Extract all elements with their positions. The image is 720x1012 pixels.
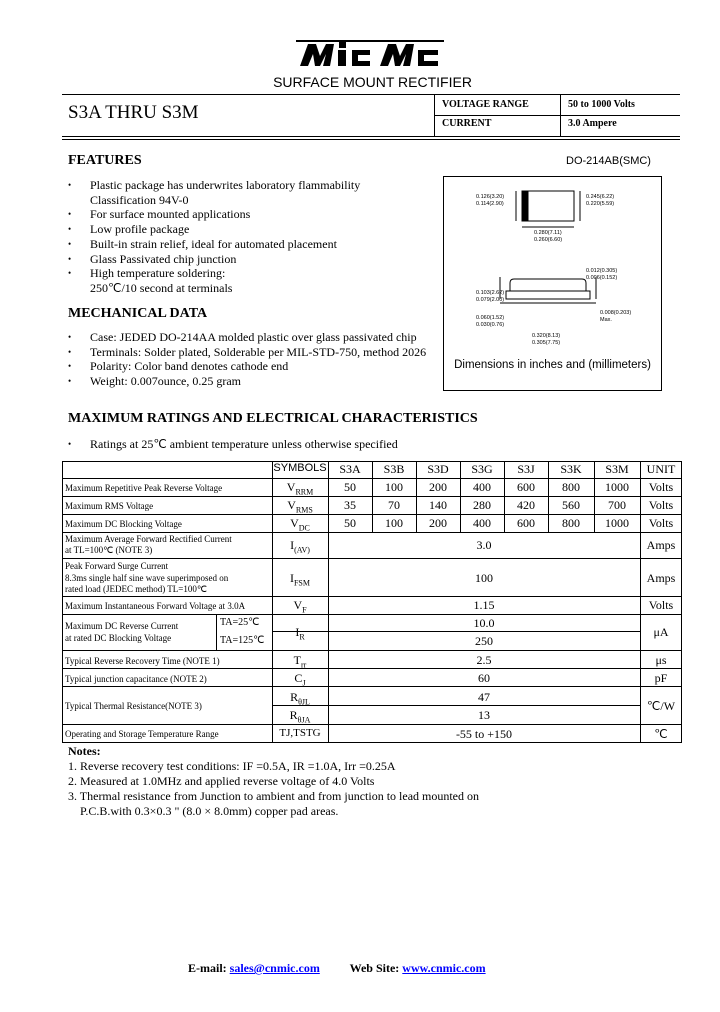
- row-value: 700: [608, 498, 626, 512]
- header-top-rule: [62, 94, 680, 95]
- note-2: 2. Measured at 1.0MHz and applied reverse voltage of 4.0 Volts: [68, 774, 375, 788]
- col-s3g: S3G: [471, 462, 493, 476]
- trr-desc: Typical Reverse Recovery Time (NOTE 1): [65, 656, 220, 666]
- row-value: 70: [388, 498, 400, 512]
- voltage-range-label: VOLTAGE RANGE: [442, 99, 529, 110]
- row-value: 1000: [605, 480, 629, 494]
- vf-symbol: $V_F$: [293, 598, 307, 615]
- dim-label: 0.008(0.203): [600, 310, 632, 316]
- cj-desc: Typical junction capacitance (NOTE 2): [65, 674, 207, 684]
- ratings-note-text: Ratings at 25℃ ambient temperature unless otherwise specified: [90, 437, 398, 451]
- ratings-note: [68, 437, 398, 452]
- mechanical-item: • Polarity: Color band denotes cathode end: [68, 359, 438, 374]
- note-1: 1. Reverse recovery test conditions: IF =0.5A, IR =1.0A, Irr =0.25A: [68, 759, 396, 773]
- temp-symbol: TJ,TSTG: [279, 727, 321, 739]
- current-value: 3.0 Ampere: [568, 118, 617, 129]
- rth-desc: Typical Thermal Resistance(NOTE 3): [65, 701, 202, 711]
- feature-item: • Plastic package has underwrites laboratory flammability: [68, 178, 438, 193]
- ir-unit: μA: [653, 625, 669, 639]
- rth-value-jl: 47: [478, 690, 490, 704]
- dim-label: Max.: [600, 317, 612, 323]
- temp-unit: ℃: [654, 727, 668, 741]
- trr-unit: μs: [655, 653, 667, 667]
- trr-symbol: $T_{rr}$: [293, 653, 307, 670]
- row-unit: Volts: [648, 480, 674, 494]
- ir-value-125: 250: [475, 634, 493, 648]
- rth-unit: ℃/W: [646, 699, 676, 713]
- row-value: 50: [344, 516, 356, 530]
- col-unit: UNIT: [646, 462, 676, 476]
- cj-unit: pF: [654, 671, 668, 685]
- ir-desc-line: at rated DC Blocking Voltage: [65, 632, 172, 643]
- note-3a: 3. Thermal resistance from Junction to ambient and from junction to lead mounted on: [68, 789, 480, 803]
- header-bottom-rule-2: [62, 139, 680, 140]
- dim-label: 0.012(0.305): [586, 268, 618, 274]
- surge-desc-line: rated load (JEDEC method) TL=100℃: [65, 584, 207, 594]
- row-value: 100: [385, 516, 403, 530]
- surge-unit: Amps: [646, 571, 676, 585]
- footer: [188, 961, 486, 976]
- row-symbol: $V_{DC}$: [290, 516, 310, 533]
- company-logo: [296, 40, 444, 68]
- ir-desc: [65, 621, 178, 644]
- row-value: 420: [517, 498, 535, 512]
- website-link[interactable]: www.cnmic.com: [402, 961, 486, 975]
- email-label: E-mail:: [188, 961, 227, 975]
- website-label: Web Site:: [349, 961, 400, 975]
- feature-item: Classification 94V-0: [90, 192, 189, 207]
- bullet: •: [68, 439, 72, 449]
- col-s3j: S3J: [517, 462, 535, 476]
- row-value: 400: [473, 516, 491, 530]
- row-value: 1000: [605, 516, 629, 530]
- ir-value-25: 10.0: [473, 616, 495, 630]
- features-list: [68, 178, 438, 296]
- dim-label: 0.079(2.00): [476, 297, 505, 303]
- dim-label: 0.114(2.90): [476, 201, 504, 207]
- package-drawing-box: [443, 176, 662, 391]
- rth-symbol-ja: $R_{\theta JA}$: [289, 708, 311, 725]
- feature-item: • For surface mounted applications: [68, 207, 438, 222]
- header-mid-rule: [434, 115, 680, 116]
- col-s3a: S3A: [339, 462, 361, 476]
- row-value: 600: [517, 516, 535, 530]
- row-value: 200: [429, 480, 447, 494]
- row-unit: Volts: [648, 516, 674, 530]
- header-bottom-rule: [62, 136, 680, 137]
- package-outline-drawing: [444, 177, 661, 347]
- avg-symbol: $I_{(AV)}$: [290, 538, 310, 555]
- feature-item: • High temperature soldering:: [68, 266, 438, 281]
- row-value: 140: [429, 498, 447, 512]
- surge-desc: [65, 561, 228, 596]
- temp-desc: Operating and Storage Temperature Range: [65, 729, 219, 739]
- mechanical-item: • Case: JEDED DO-214AA molded plastic over glass passivated chip: [68, 330, 438, 345]
- vf-desc: Maximum Instantaneous Forward Voltage at 3.0A: [65, 601, 246, 611]
- row-value: 100: [385, 480, 403, 494]
- package-title: DO-214AB(SMC): [566, 155, 651, 167]
- row-symbol: $V_{RRM}$: [286, 480, 314, 497]
- row-value: 800: [562, 516, 580, 530]
- dim-label: 0.006(0.152): [586, 275, 618, 281]
- col-s3k: S3K: [560, 462, 582, 476]
- ir-cond-125: TA=125℃: [220, 635, 265, 646]
- cj-value: 60: [478, 671, 490, 685]
- avg-desc-line: Maximum Average Forward Rectified Current: [65, 534, 232, 544]
- dim-label: 0.220(5.59): [586, 201, 615, 207]
- dim-label: 0.103(2.62): [476, 290, 505, 296]
- dim-label: 0.126(3.20): [476, 194, 505, 200]
- avg-desc-line: at TL=100℃ (NOTE 3): [65, 545, 153, 555]
- part-number-title: S3A THRU S3M: [68, 102, 199, 123]
- dim-label: 0.060(1.52): [476, 315, 505, 321]
- feature-item: • Glass Passivated chip junction: [68, 252, 438, 267]
- document-subtitle: SURFACE MOUNT RECTIFIER: [273, 74, 472, 90]
- mechanical-list: [68, 330, 438, 389]
- row-value: 800: [562, 480, 580, 494]
- avg-value: 3.0: [476, 538, 492, 552]
- notes-title: Notes:: [68, 744, 101, 758]
- col-s3d: S3D: [427, 462, 449, 476]
- dim-label: 0.280(7.11): [534, 230, 562, 236]
- mechanical-item: • Terminals: Solder plated, Solderable per MIL-STD-750, method 2026: [68, 345, 438, 360]
- row-value: 400: [473, 480, 491, 494]
- cj-symbol: $C_J$: [294, 671, 306, 688]
- ir-desc-line: Maximum DC Reverse Current: [65, 621, 179, 631]
- dim-label: 0.030(0.76): [476, 322, 505, 328]
- row-value: 200: [429, 516, 447, 530]
- row-unit: Volts: [648, 498, 674, 512]
- row-value: 280: [473, 498, 491, 512]
- row-value: 560: [562, 498, 580, 512]
- rth-value-ja: 13: [478, 708, 490, 722]
- notes-section: [68, 744, 479, 819]
- features-title: FEATURES: [68, 153, 142, 168]
- vf-value: 1.15: [473, 598, 495, 612]
- ir-cond-25: TA=25℃: [220, 617, 260, 628]
- surge-value: 100: [475, 571, 493, 585]
- email-link[interactable]: sales@cnmic.com: [229, 961, 320, 975]
- temp-value: -55 to +150: [455, 727, 513, 741]
- feature-item: • Built-in strain relief, ideal for automated placement: [68, 237, 438, 252]
- avg-current-desc: [65, 534, 232, 556]
- mechanical-item: • Weight: 0.007ounce, 0.25 gram: [68, 374, 438, 389]
- col-s3b: S3B: [383, 462, 405, 476]
- mechanical-title: MECHANICAL DATA: [68, 306, 208, 321]
- voltage-range-value: 50 to 1000 Volts: [568, 99, 635, 110]
- surge-symbol: $I_{FSM}$: [289, 571, 310, 588]
- row-value: 50: [344, 480, 356, 494]
- row-desc: Maximum RMS Voltage: [65, 501, 154, 511]
- dim-label: 0.245(6.22): [586, 194, 615, 200]
- vf-unit: Volts: [648, 598, 674, 612]
- current-label: CURRENT: [442, 118, 492, 129]
- dim-label: 0.305(7.75): [532, 340, 561, 346]
- ir-symbol: $I_R$: [295, 625, 305, 642]
- row-desc: Maximum Repetitive Peak Reverse Voltage: [65, 483, 223, 493]
- feature-item: 250℃/10 second at terminals: [90, 280, 233, 295]
- trr-value: 2.5: [476, 653, 492, 667]
- note-3b: P.C.B.with 0.3×0.3 " (8.0 × 8.0mm) copper pad areas.: [80, 804, 339, 818]
- row-value: 35: [344, 498, 356, 512]
- rth-symbol-jl: $R_{\theta JL}$: [290, 690, 310, 707]
- row-symbol: $V_{RMS}$: [287, 498, 313, 515]
- col-s3m: S3M: [605, 462, 629, 476]
- surge-desc-line: 8.3ms single half sine wave superimposed on: [65, 572, 229, 583]
- col-symbols: SYMBOLS: [273, 462, 327, 474]
- package-caption: Dimensions in inches and (millimeters): [454, 359, 651, 371]
- row-desc: Maximum DC Blocking Voltage: [65, 519, 182, 529]
- surge-desc-line: Peak Forward Surge Current: [65, 561, 169, 571]
- avg-unit: Amps: [646, 538, 676, 552]
- dim-label: 0.260(6.60): [534, 237, 563, 243]
- ratings-title: MAXIMUM RATINGS AND ELECTRICAL CHARACTERISTICS: [68, 411, 478, 426]
- feature-item: • Low profile package: [68, 222, 438, 237]
- dim-label: 0.320(8.13): [532, 333, 561, 339]
- row-value: 600: [517, 480, 535, 494]
